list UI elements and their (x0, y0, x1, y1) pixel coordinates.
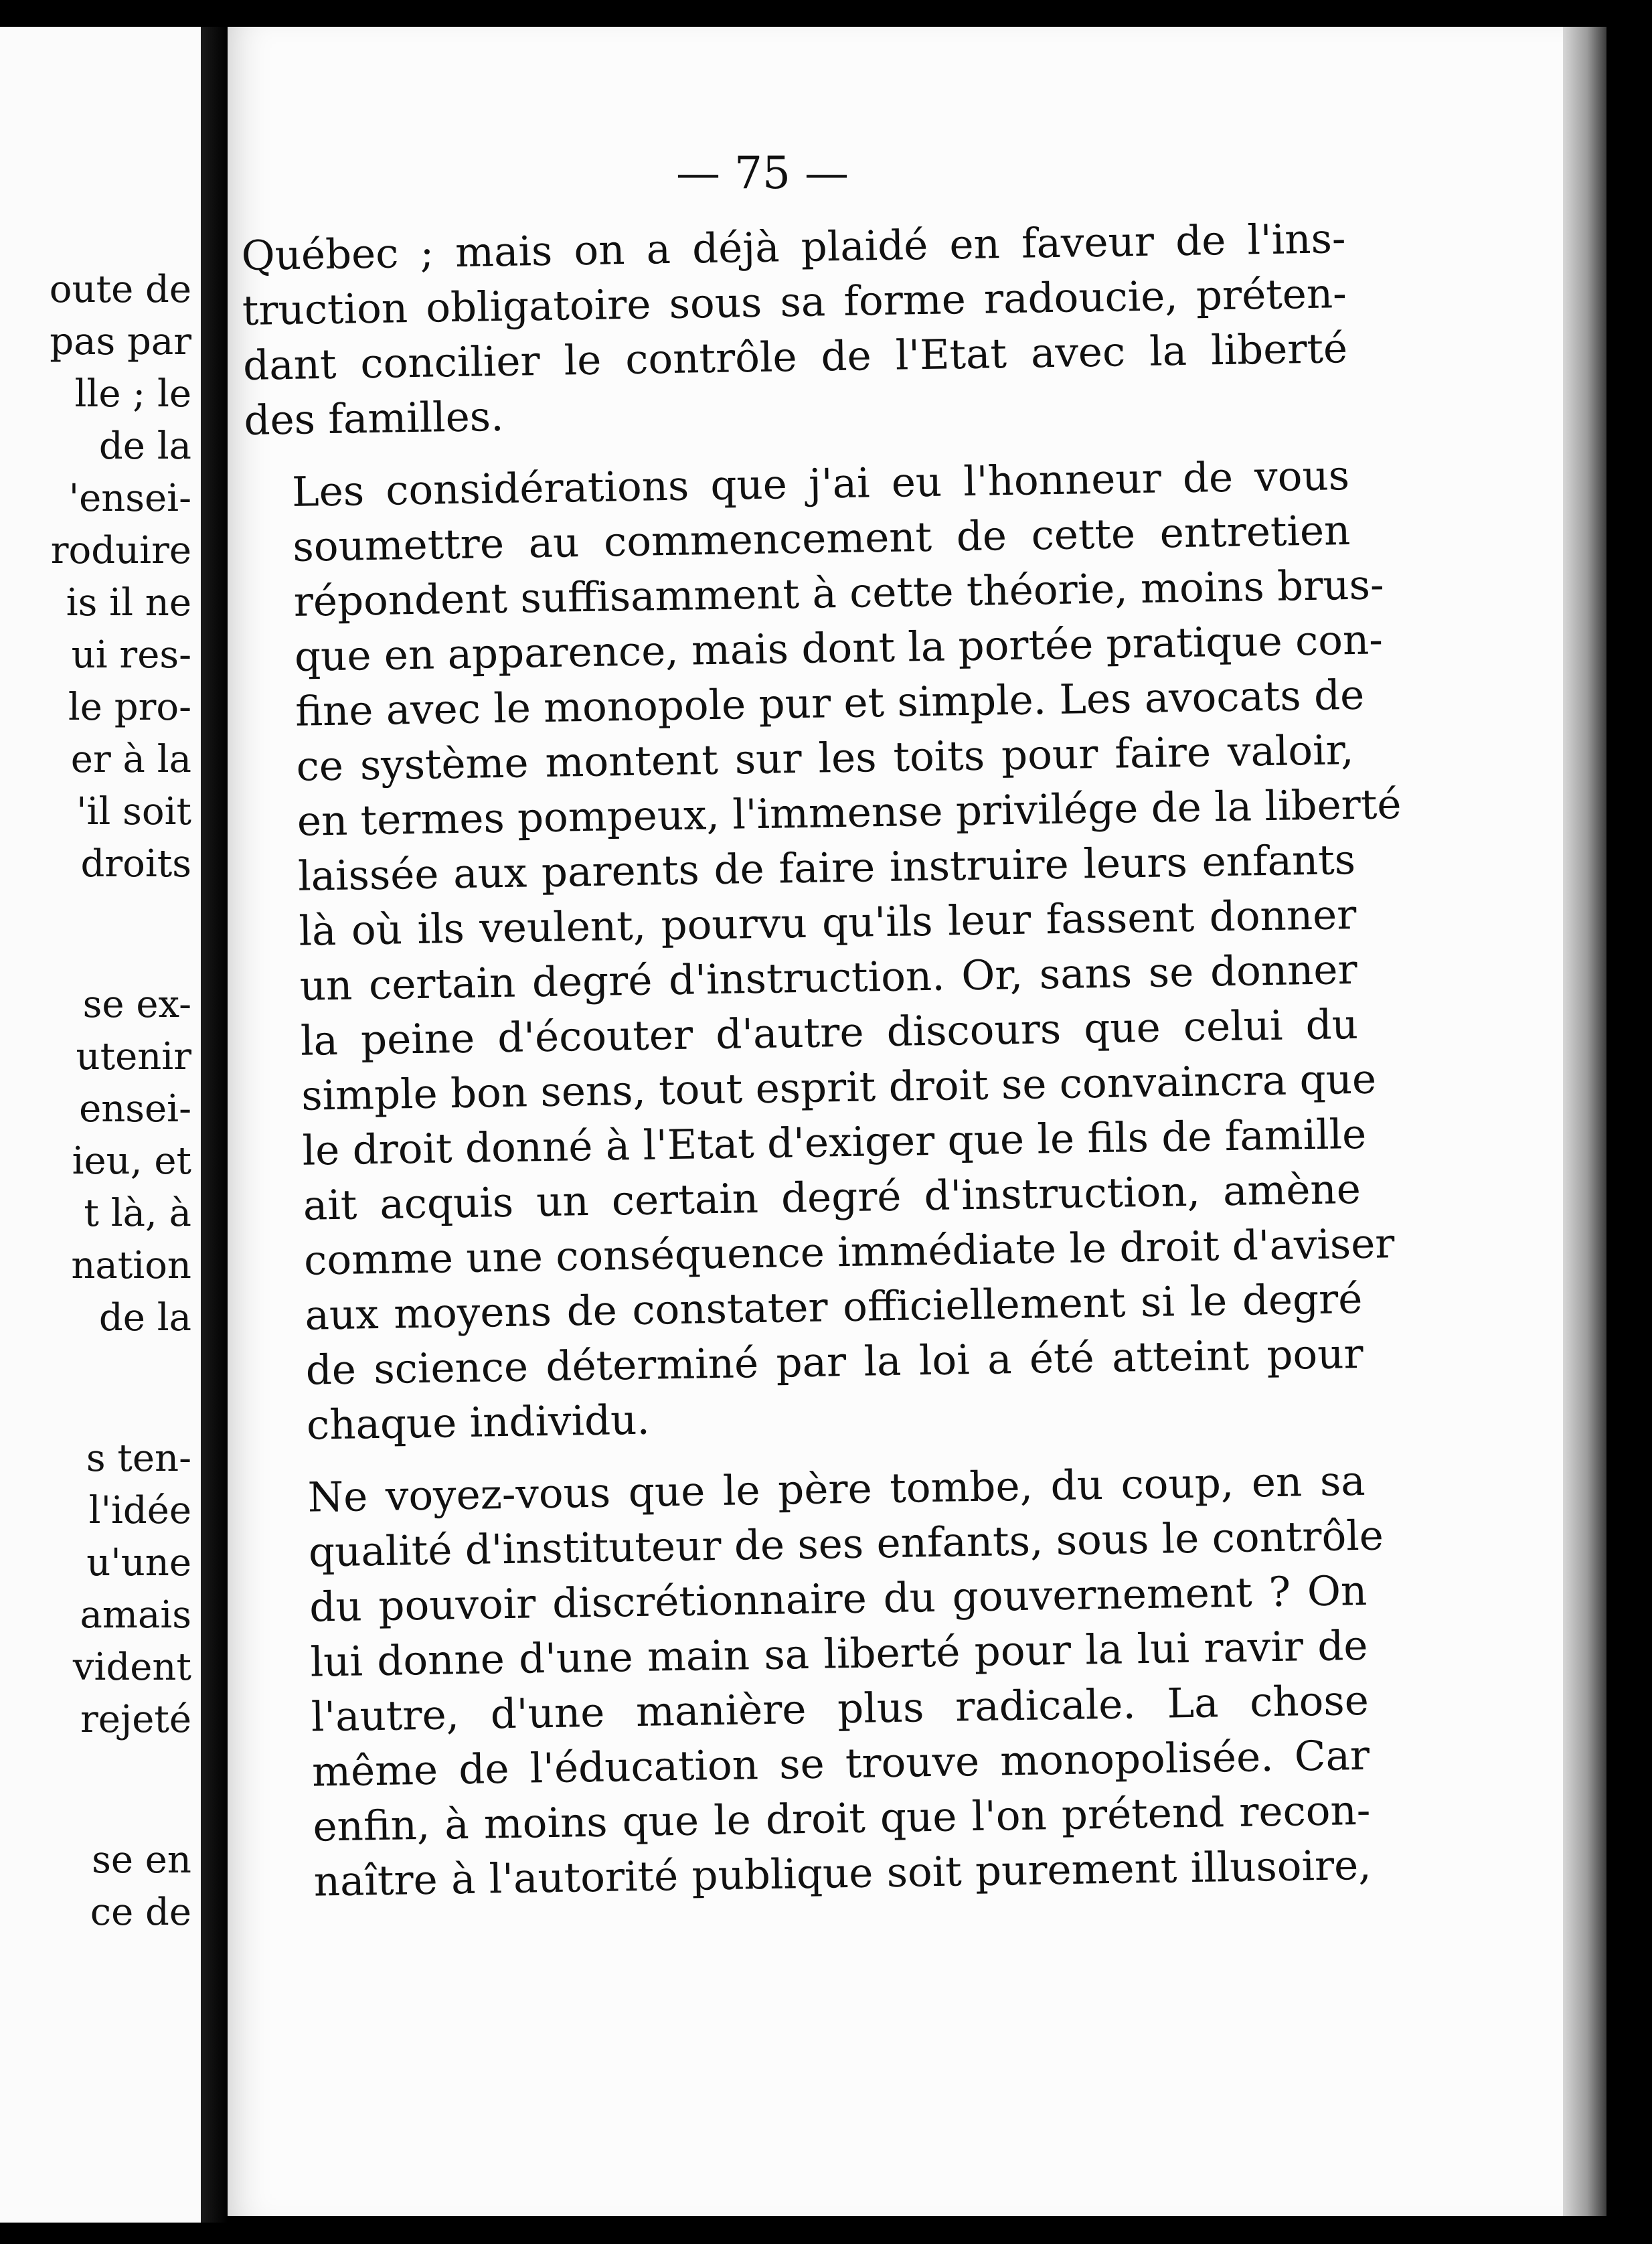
text-line: répondent suffisamment à cette théorie, moins brus- (293, 561, 1385, 626)
page-number: — 75 — (676, 147, 849, 199)
left-page-line: er à la (70, 738, 191, 781)
text-line: chaque individu. (306, 1396, 651, 1449)
text-line: que en apparence, mais dont la portée pratique con- (294, 616, 1384, 681)
text-line: l'autre, d'une manière plus radicale. La chose (311, 1676, 1370, 1741)
left-page-line: ieu, et (72, 1139, 191, 1183)
text-line: Ne voyez-vous que le père tombe, du coup, en sa (307, 1457, 1366, 1522)
text-line: enfin, à moins que le droit que l'on prétend recon- (312, 1786, 1371, 1851)
text-line: même de l'éducation se trouve monopolisée. Car (311, 1731, 1370, 1796)
page-edge (1563, 27, 1606, 2216)
text-line: ait acquis un certain degré d'instruction, amène (303, 1165, 1361, 1230)
left-page-line: 'il soit (76, 790, 191, 833)
left-page-line: roduire (50, 529, 191, 572)
text-line: des familles. (243, 392, 504, 445)
text-line: comme une conséquence immédiate le droit d'aviser (303, 1220, 1395, 1285)
text-line: laissée aux parents de faire instruire leurs enfants (297, 835, 1356, 900)
text-line: lui donne d'une main sa liberté pour la lui ravir de (310, 1621, 1369, 1686)
left-page-line: le pro- (68, 686, 191, 729)
left-page-line: t là, à (84, 1192, 191, 1235)
left-page-line: ui res- (71, 633, 191, 677)
left-page-line: is il ne (66, 581, 191, 625)
text-line: fine avec le monopole pur et simple. Les avocats de (295, 671, 1365, 736)
text-line: qualité d'instituteur de ses enfants, sous le contrôle (308, 1512, 1384, 1577)
left-page-line: lle ; le (74, 372, 191, 416)
left-page-line: vident (72, 1646, 191, 1689)
paragraph (260, 1454, 1384, 1911)
left-page-line: amais (80, 1593, 191, 1637)
left-page-line: de la (98, 1296, 191, 1340)
left-page-line: ce de (90, 1891, 191, 1934)
left-page-line: droits (80, 842, 191, 886)
left-page-line: 'ensei- (68, 477, 191, 520)
left-page-line: rejeté (80, 1698, 191, 1741)
left-page-line: de la (98, 424, 191, 468)
text-line: la peine d'écouter d'autre discours que celui du (300, 1000, 1359, 1065)
text-line: Les considérations que j'ai eu l'honneur de vous (291, 452, 1350, 516)
left-page-line: utenir (76, 1035, 191, 1078)
left-page-line: pas par (50, 320, 191, 364)
text-line: soumettre au commencement de cette entretien (292, 507, 1351, 571)
paragraph (245, 449, 1402, 1454)
text-line: en termes pompeux, l'immense privilége de la liberté (297, 780, 1402, 846)
text-line: là où ils veulent, pourvu qu'ils leur fassent donner (298, 890, 1357, 955)
text-line: ce système montent sur les toits pour faire valoir, (296, 726, 1354, 791)
left-page-line: oute de (49, 268, 191, 311)
paragraph (241, 212, 1349, 449)
page-body-text (241, 212, 1402, 1928)
left-page-line: ensei- (79, 1087, 191, 1131)
text-line: aux moyens de constater officiellement si le degré (304, 1275, 1363, 1340)
text-line: Québec ; mais on a déjà plaidé en faveur de l'ins- (241, 215, 1346, 280)
text-line: le droit donné à l'Etat d'exiger que le fils de famille (302, 1110, 1367, 1175)
text-line: dant concilier le contrôle de l'Etat avec la liberté (242, 325, 1348, 390)
left-page-line: se en (92, 1838, 191, 1882)
left-page-line: u'une (86, 1541, 191, 1585)
left-page-line: nation (71, 1244, 191, 1287)
left-page-line: l'idée (88, 1489, 191, 1532)
book-spine-shadow (201, 27, 228, 2223)
left-page-fragment (0, 27, 201, 2223)
left-page-line: se ex- (82, 983, 191, 1026)
text-line: de science déterminé par la loi a été atteint pour (305, 1330, 1364, 1394)
text-line: naître à l'autorité publique soit purement illusoire, (313, 1841, 1372, 1906)
text-line: un certain degré d'instruction. Or, sans se donner (299, 945, 1358, 1010)
text-line: truction obligatoire sous sa forme radoucie, préten- (242, 270, 1347, 335)
left-page-line: s ten- (86, 1437, 191, 1480)
text-line: simple bon sens, tout esprit droit se convaincra que (301, 1055, 1377, 1120)
text-line: du pouvoir discrétionnaire du gouvernement ? On (309, 1567, 1368, 1631)
